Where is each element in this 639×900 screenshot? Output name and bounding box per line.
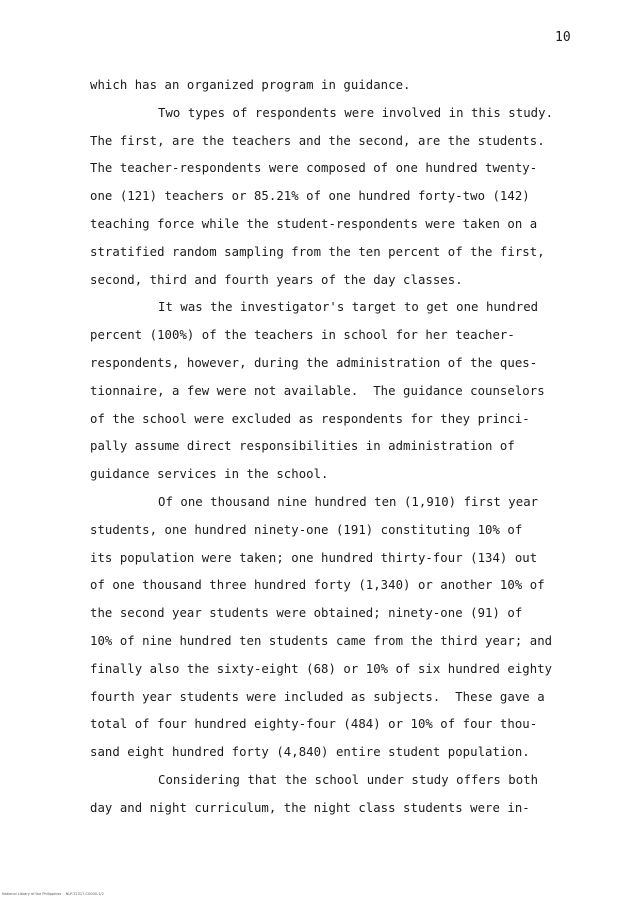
text-line: second, third and fourth years of the day classes.	[90, 272, 463, 287]
text-line: It was the investigator's target to get one hundred	[158, 300, 539, 315]
text-line: respondents, however, during the administration of the ques-	[90, 355, 538, 370]
text-line: The teacher-respondents were composed of one hundred twenty-	[90, 161, 538, 176]
text-line: its population were taken; one hundred thirty-four (134) out	[90, 550, 538, 565]
text-line: finally also the sixty-eight (68) or 10% of six hundred eighty	[90, 661, 553, 676]
text-line: total of four hundred eighty-four (484) or 10% of four thou-	[90, 717, 538, 732]
archive-footer: National Library of the Philippines NLP-T2317-C0000-1/2	[2, 892, 104, 896]
text-line: Two types of respondents were involved in this study.	[158, 105, 554, 120]
text-line: Considering that the school under study offers both	[158, 772, 539, 787]
text-line: fourth year students were included as subjects. These gave a	[90, 689, 545, 704]
page-number: 10	[555, 30, 571, 45]
text-line: sand eight hundred forty (4,840) entire student population.	[90, 745, 530, 760]
text-line: percent (100%) of the teachers in school for her teacher-	[90, 328, 515, 343]
text-line: Of one thousand nine hundred ten (1,910) first year	[158, 494, 539, 509]
text-line: of the school were excluded as respondents for they princi-	[90, 411, 530, 426]
text-line: which has an organized program in guidance.	[90, 78, 411, 92]
text-line: one (121) teachers or 85.21% of one hundred forty-two (142)	[90, 189, 530, 204]
text-line: guidance services in the school.	[90, 467, 329, 482]
text-line: day and night curriculum, the night class students were in-	[90, 800, 530, 815]
text-line: stratified random sampling from the ten percent of the first,	[90, 244, 545, 259]
text-line: pally assume direct responsibilities in administration of	[90, 439, 515, 454]
text-line: tionnaire, a few were not available. The guidance counselors	[90, 383, 545, 398]
text-line: The first, are the teachers and the second, are the students.	[90, 133, 545, 148]
text-line: of one thousand three hundred forty (1,340) or another 10% of	[90, 578, 545, 593]
document-body	[90, 72, 600, 823]
text-line: the second year students were obtained; ninety-one (91) of	[90, 606, 523, 621]
text-line: teaching force while the student-respondents were taken on a	[90, 216, 538, 231]
text-line: 10% of nine hundred ten students came from the third year; and	[90, 633, 553, 648]
text-line: students, one hundred ninety-one (191) constituting 10% of	[90, 522, 523, 537]
